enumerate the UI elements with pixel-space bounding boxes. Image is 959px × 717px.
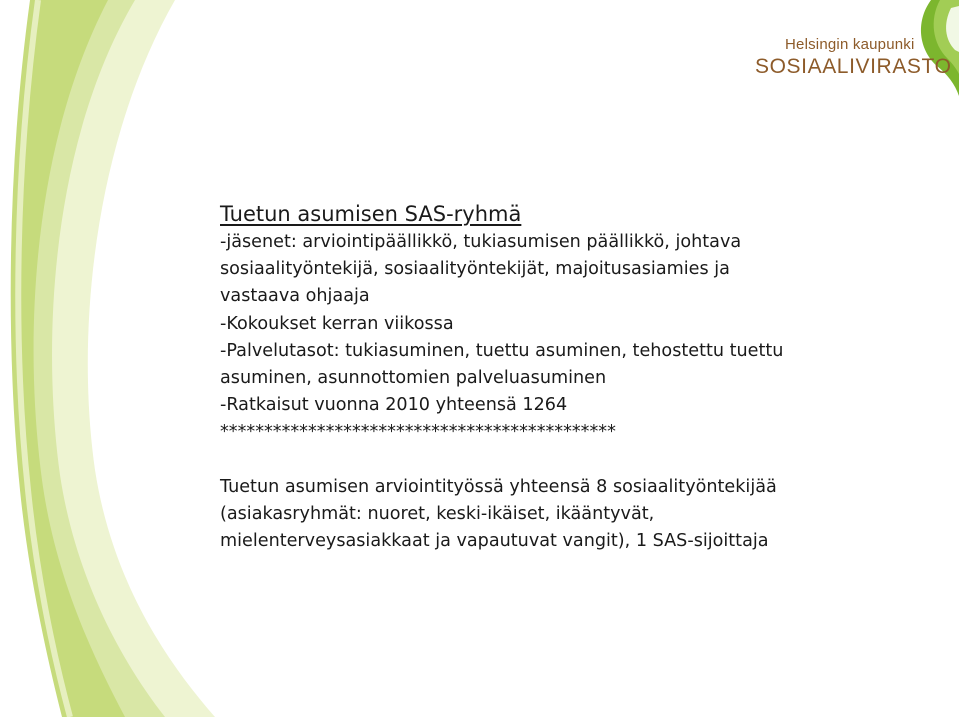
logo-city-name: Helsingin kaupunki — [785, 36, 915, 53]
text-line: asuminen, asunnottomien palveluasuminen — [220, 368, 607, 389]
slide-content — [220, 199, 948, 555]
text-line: Tuetun asumisen arviointityössä yhteensä 8 sosiaalityöntekijää — [220, 476, 777, 497]
paragraph-gap — [220, 447, 948, 474]
text-line: (asiakasryhmät: nuoret, keski-ikäiset, ikääntyvät, — [220, 503, 655, 524]
text-line: -Kokoukset kerran viikossa — [220, 313, 454, 334]
text-line: -jäsenet: arviointipäällikkö, tukiasumisen päällikkö, johtava — [220, 232, 742, 252]
logo-department-name: SOSIAALIVIRASTO — [755, 55, 952, 78]
text-line: vastaava ohjaaja — [220, 286, 370, 307]
text-line: -Palvelutasot: tukiasuminen, tuettu asuminen, tehostettu tuettu — [220, 340, 784, 361]
text-line: -Ratkaisut vuonna 2010 yhteensä 1264 — [220, 395, 568, 416]
text-line: mielenterveysasiakkaat ja vapautuvat vangit), 1 SAS-sijoittaja — [220, 531, 769, 552]
section-title: Tuetun asumisen SAS-ryhmä — [220, 202, 522, 226]
separator-line: ********************************************* — [220, 422, 616, 443]
text-line: sosiaalityöntekijä, sosiaalityöntekijät, majoitusasiamies ja — [220, 259, 730, 280]
department-logo — [719, 0, 959, 100]
